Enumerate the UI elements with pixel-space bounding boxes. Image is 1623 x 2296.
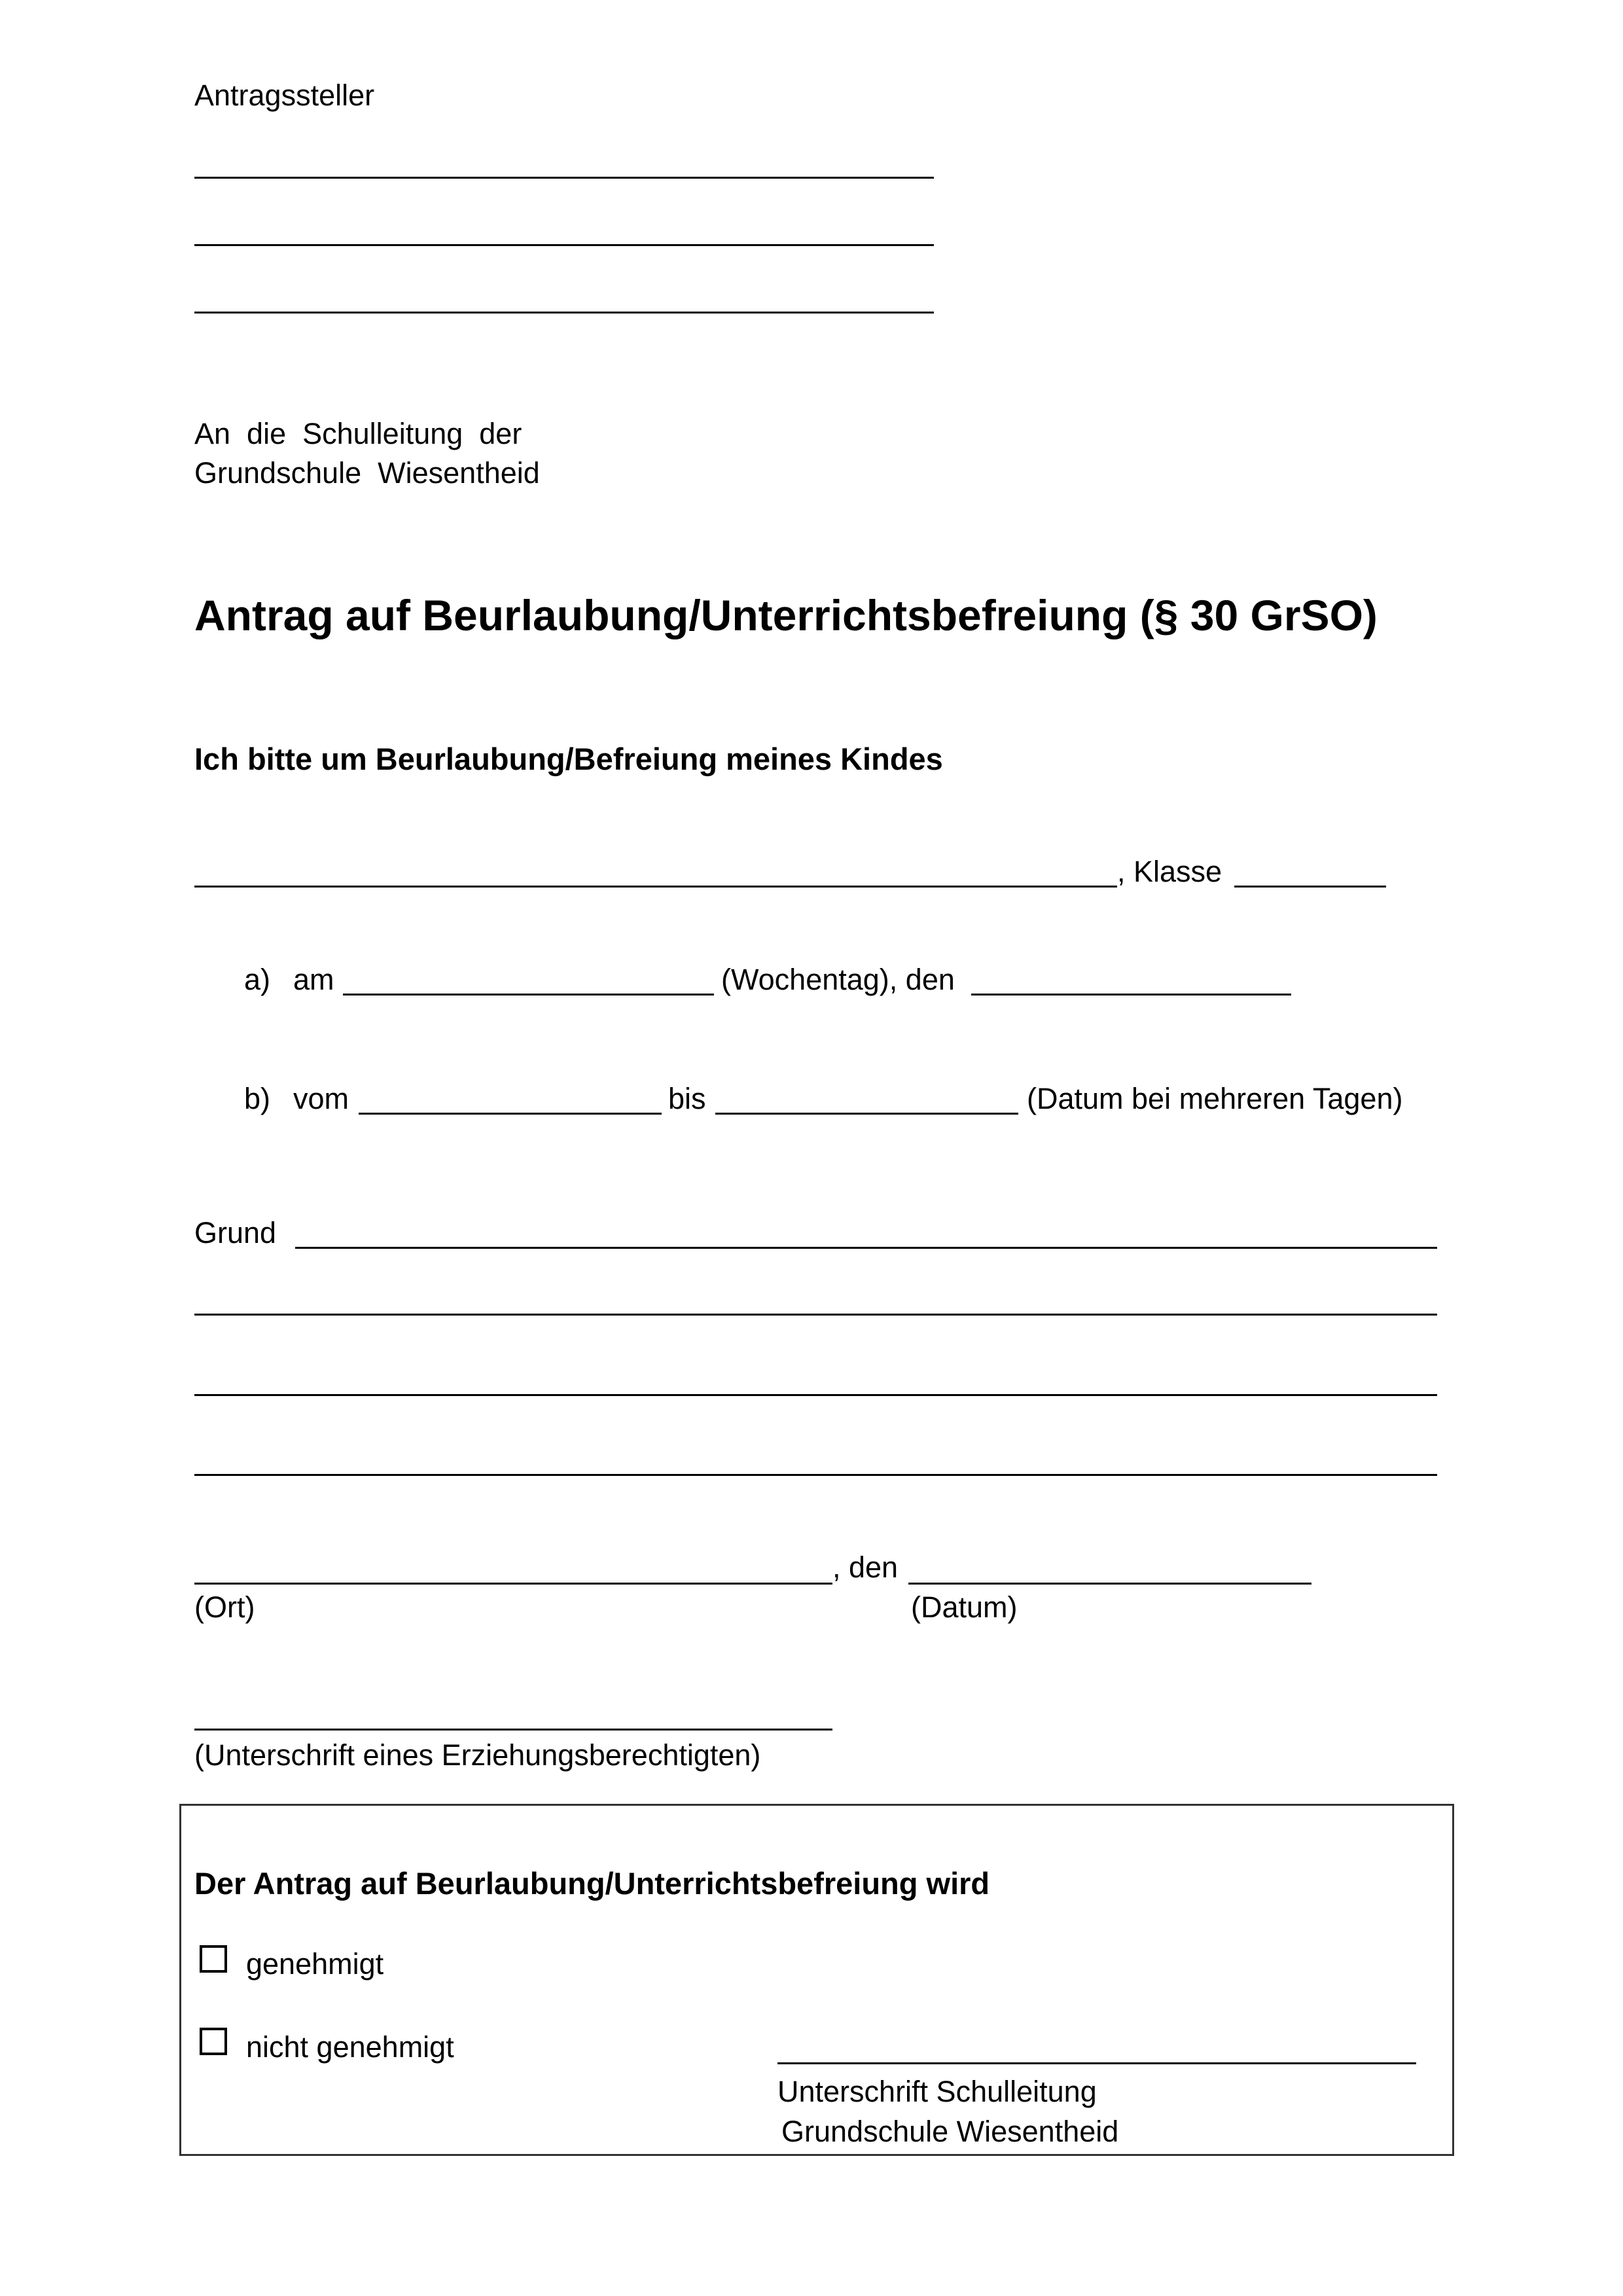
recipient-line-2: Grundschule Wiesentheid bbox=[194, 456, 540, 490]
date-caption: (Datum) bbox=[911, 1590, 1018, 1624]
underline bbox=[908, 1583, 1311, 1585]
option-b-from-label: vom bbox=[293, 1082, 349, 1115]
rejected-checkbox[interactable] bbox=[200, 2028, 227, 2055]
principal-signature-caption-1: Unterschrift Schulleitung bbox=[777, 2075, 1097, 2108]
underline bbox=[777, 2062, 1416, 2064]
underline bbox=[194, 1314, 1437, 1316]
option-b-to-label: bis bbox=[668, 1082, 706, 1115]
underline bbox=[194, 177, 934, 179]
underline bbox=[343, 994, 714, 996]
page-title: Antrag auf Beurlaubung/Unterrichtsbefreiung (§ 30 GrSO) bbox=[194, 591, 1378, 639]
underline bbox=[295, 1247, 1437, 1249]
option-a-am-label: am bbox=[293, 963, 334, 996]
reason-line-3[interactable] bbox=[194, 1357, 1437, 1396]
option-b-note: (Datum bei mehreren Tagen) bbox=[1027, 1082, 1403, 1115]
guardian-signature-caption: (Unterschrift eines Erziehungsberechtigten) bbox=[194, 1738, 761, 1772]
request-heading: Ich bitte um Beurlaubung/Befreiung meines Kindes bbox=[194, 742, 943, 776]
underline bbox=[1234, 886, 1386, 888]
principal-signature-field[interactable] bbox=[777, 2025, 1416, 2064]
rejected-label: nicht genehmigt bbox=[246, 2030, 454, 2064]
underline bbox=[194, 1474, 1437, 1476]
from-date-field[interactable] bbox=[359, 1075, 662, 1115]
underline bbox=[194, 1583, 832, 1585]
decision-heading: Der Antrag auf Beurlaubung/Unterrichtsbefreiung wird bbox=[194, 1866, 990, 1901]
underline bbox=[194, 244, 934, 246]
underline bbox=[971, 994, 1291, 996]
weekday-label: (Wochentag), den bbox=[721, 963, 955, 996]
underline bbox=[194, 1729, 832, 1731]
weekday-field[interactable] bbox=[343, 956, 714, 996]
place-caption: (Ort) bbox=[194, 1590, 255, 1624]
applicant-label: Antragssteller bbox=[194, 79, 375, 112]
class-field[interactable] bbox=[1234, 848, 1386, 888]
child-name-field[interactable] bbox=[194, 848, 1117, 888]
guardian-signature-field[interactable] bbox=[194, 1691, 832, 1731]
to-date-field[interactable] bbox=[715, 1075, 1018, 1115]
option-a-marker: a) bbox=[244, 963, 271, 996]
principal-signature-caption-2: Grundschule Wiesentheid bbox=[781, 2115, 1119, 2148]
underline bbox=[194, 886, 1117, 888]
underline bbox=[194, 312, 934, 314]
recipient-line-1: An die Schulleitung der bbox=[194, 417, 522, 450]
signature-date-field[interactable] bbox=[908, 1545, 1311, 1585]
approved-checkbox[interactable] bbox=[200, 1945, 227, 1973]
underline bbox=[715, 1113, 1018, 1115]
approved-label: genehmigt bbox=[246, 1947, 384, 1981]
single-date-field[interactable] bbox=[971, 956, 1291, 996]
den-label: , den bbox=[832, 1551, 899, 1584]
applicant-line-3[interactable] bbox=[194, 274, 934, 314]
applicant-line-2[interactable] bbox=[194, 207, 934, 246]
underline bbox=[359, 1113, 662, 1115]
applicant-line-1[interactable] bbox=[194, 139, 934, 179]
reason-line-2[interactable] bbox=[194, 1276, 1437, 1316]
reason-line-4[interactable] bbox=[194, 1437, 1437, 1476]
reason-label: Grund bbox=[194, 1216, 277, 1249]
place-field[interactable] bbox=[194, 1545, 832, 1585]
option-b-marker: b) bbox=[244, 1082, 271, 1115]
reason-line-1[interactable] bbox=[295, 1210, 1437, 1249]
underline bbox=[194, 1394, 1437, 1396]
class-label: , Klasse bbox=[1117, 855, 1222, 888]
